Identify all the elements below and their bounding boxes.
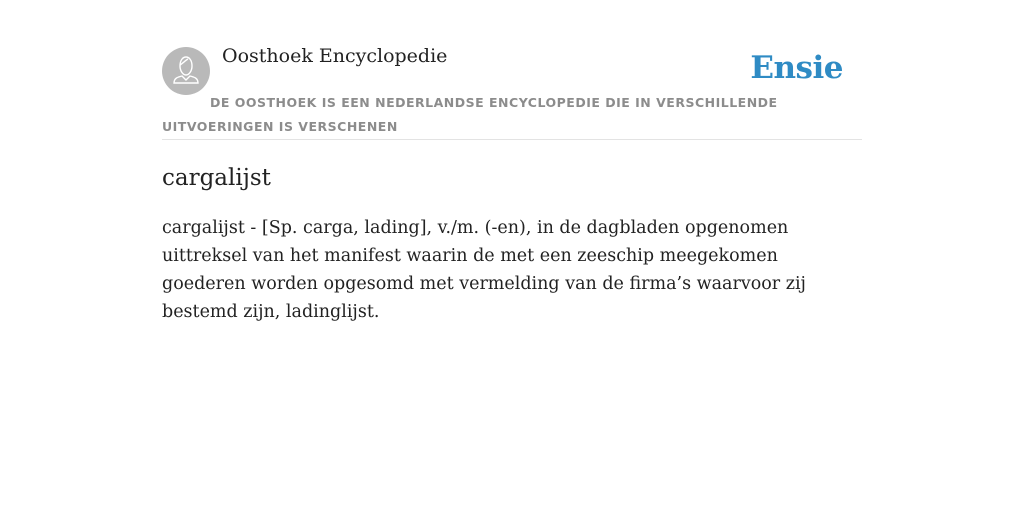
source-header — [162, 0, 862, 140]
page-container — [162, 0, 862, 326]
user-silhouette-icon — [162, 47, 210, 95]
source-avatar[interactable] — [162, 47, 210, 95]
source-tagline: DE OOSTHOEK IS EEN NEDERLANDSE ENCYCLOPEDIE DIE IN VERSCHILLENDE UITVOERINGEN IS VERSCHENEN — [162, 95, 778, 134]
entry-definition: cargalijst - [Sp. carga, lading], v./m. (-en), in de dagbladen opgenomen uittreksel van het manifest waarin de met een zeeschip meegekomen goederen worden opgesomd met vermelding van de firma’s waarvoor zij bestemd zijn, ladinglijst. — [162, 218, 806, 322]
ensie-logo[interactable]: Ensie — [750, 50, 843, 86]
source-name-link[interactable]: Oosthoek Encyclopedie — [222, 45, 448, 67]
entry-title: cargalijst — [162, 165, 271, 191]
